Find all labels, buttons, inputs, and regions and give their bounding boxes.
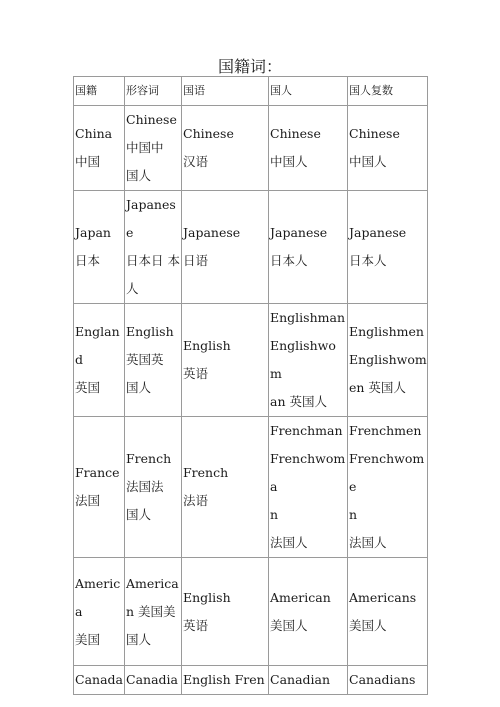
table-row: [74, 191, 428, 304]
table-cell: Americans 美国人: [348, 558, 428, 666]
header-cell-person: 国人: [269, 77, 348, 106]
table-cell: English 英语: [182, 304, 269, 417]
table-cell: Japanese 日本人: [348, 191, 428, 304]
table-cell: Canadian: [269, 666, 348, 695]
table-cell: Japanese 日语: [182, 191, 269, 304]
table-cell: Canada: [74, 666, 125, 695]
table-cell: Japan 日本: [74, 191, 125, 304]
table-cell: Frenchmen Frenchwome n 法国人: [348, 417, 428, 558]
table-cell: English 英语: [182, 558, 269, 666]
table-cell: Englishmen Englishwom en 英国人: [348, 304, 428, 417]
nationality-table: [73, 76, 428, 695]
table-cell: Chinese 汉语: [182, 106, 269, 191]
table-cell: English Fren: [182, 666, 269, 695]
header-cell-people-plural: 国人复数: [348, 77, 428, 106]
table-cell: English 英国英 国人: [125, 304, 182, 417]
table-row: [74, 304, 428, 417]
table-cell: Chinese 中国人: [269, 106, 348, 191]
table-cell: Chinese 中国人: [348, 106, 428, 191]
table-cell: America n 美国美 国人: [125, 558, 182, 666]
table-cell: China 中国: [74, 106, 125, 191]
table-row: [74, 417, 428, 558]
table-cell: Englan d 英国: [74, 304, 125, 417]
table-row: [74, 558, 428, 666]
table-header-row: [74, 77, 428, 106]
table-row: [74, 666, 428, 695]
header-cell-nationality: 国籍: [74, 77, 125, 106]
page-title: 国籍词：: [217, 57, 282, 76]
table-cell: Frenchman Frenchwoma n 法国人: [269, 417, 348, 558]
header-cell-language: 国语: [182, 77, 269, 106]
table-cell: American 美国人: [269, 558, 348, 666]
table-cell: Englishman Englishwom an 英国人: [269, 304, 348, 417]
table-row: [74, 106, 428, 191]
table-cell: Japanese 日本日 本 人: [125, 191, 182, 304]
table-cell: Canadia: [125, 666, 182, 695]
table-cell: Canadians: [348, 666, 428, 695]
table-cell: French 法国法 国人: [125, 417, 182, 558]
table-cell: Japanese 日本人: [269, 191, 348, 304]
table-cell: France 法国: [74, 417, 125, 558]
header-cell-adjective: 形容词: [125, 77, 182, 106]
table-cell: Chinese 中国中 国人: [125, 106, 182, 191]
table-cell: French 法语: [182, 417, 269, 558]
table-cell: America 美国: [74, 558, 125, 666]
